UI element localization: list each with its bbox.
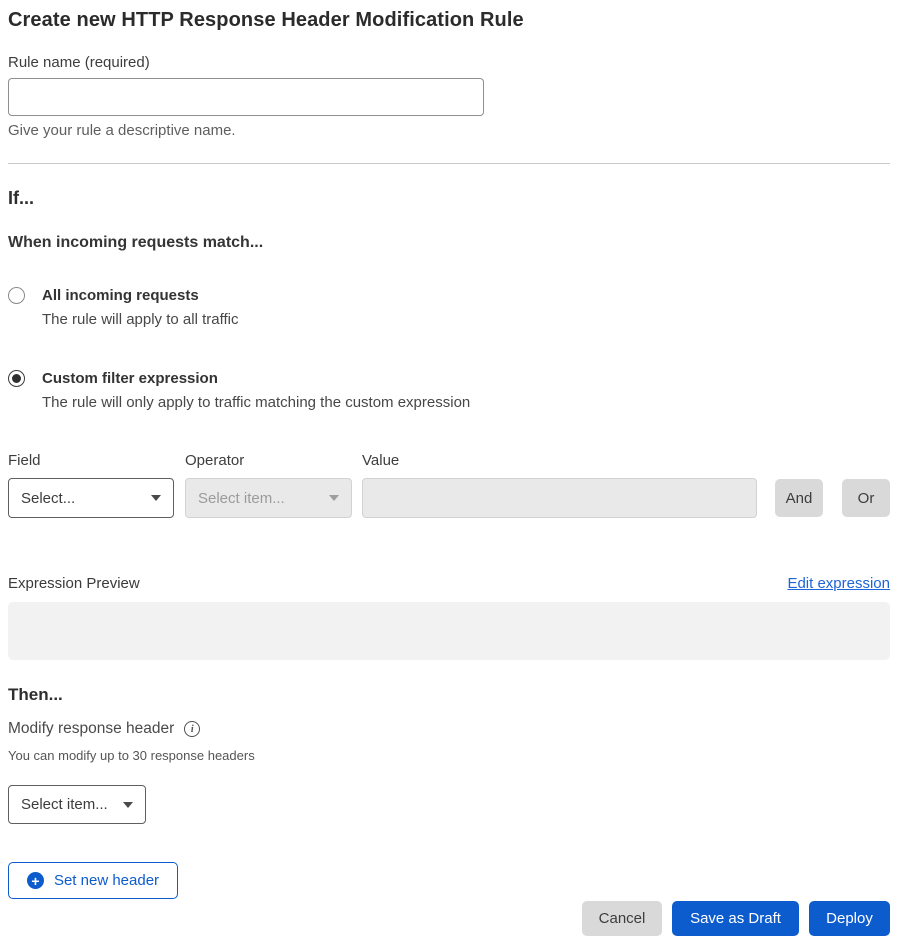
- save-as-draft-button[interactable]: Save as Draft: [672, 901, 799, 936]
- value-input: [362, 478, 757, 518]
- or-button[interactable]: Or: [842, 479, 890, 517]
- edit-expression-link[interactable]: Edit expression: [787, 575, 890, 592]
- modify-header-row: [8, 720, 890, 738]
- radio-option-custom-filter[interactable]: [8, 369, 890, 412]
- radio-label-all-incoming[interactable]: All incoming requests: [42, 287, 199, 304]
- modify-helper-text: You can modify up to 30 response headers: [8, 748, 255, 763]
- cancel-button[interactable]: Cancel: [582, 901, 662, 936]
- footer-actions: [8, 901, 890, 936]
- then-section-heading: Then...: [8, 685, 63, 704]
- and-button[interactable]: And: [775, 479, 823, 517]
- info-icon[interactable]: i: [184, 721, 200, 737]
- radio-label-custom-filter[interactable]: Custom filter expression: [42, 370, 218, 387]
- set-new-header-label: Set new header: [53, 872, 160, 889]
- field-select-value: Select...: [21, 489, 76, 507]
- expression-preview-label: Expression Preview: [8, 575, 140, 592]
- header-action-select[interactable]: [8, 785, 146, 824]
- radio-button-unselected[interactable]: [8, 287, 25, 304]
- expression-preview-header: [8, 575, 890, 593]
- expression-preview-box: [8, 602, 890, 660]
- operator-select-value: Select item...: [198, 489, 285, 507]
- filter-expression-row: [8, 452, 890, 518]
- deploy-button[interactable]: Deploy: [809, 901, 890, 936]
- operator-select: [185, 478, 352, 518]
- value-label: Value: [362, 452, 400, 469]
- if-section-heading: If...: [8, 188, 34, 208]
- radio-option-all-incoming[interactable]: [8, 286, 890, 329]
- radio-button-selected[interactable]: [8, 370, 25, 387]
- plus-circle-icon: +: [27, 872, 44, 889]
- field-label: Field: [8, 452, 41, 469]
- rule-name-helper: Give your rule a descriptive name.: [8, 122, 236, 139]
- modify-response-header-label: Modify response header: [8, 720, 175, 737]
- chevron-down-icon: [329, 495, 339, 501]
- rule-name-label: Rule name (required): [8, 54, 150, 71]
- chevron-down-icon: [123, 802, 133, 808]
- radio-desc-all-incoming: The rule will apply to all traffic: [42, 311, 239, 328]
- rule-name-input[interactable]: [8, 78, 484, 116]
- radio-desc-custom-filter: The rule will only apply to traffic matching the custom expression: [42, 394, 471, 411]
- section-divider: [8, 163, 890, 164]
- chevron-down-icon: [151, 495, 161, 501]
- header-action-select-value: Select item...: [21, 796, 108, 813]
- operator-label: Operator: [185, 452, 245, 469]
- set-new-header-button[interactable]: [8, 862, 178, 899]
- match-subheading: When incoming requests match...: [8, 234, 264, 251]
- field-select[interactable]: [8, 478, 174, 518]
- page-title: Create new HTTP Response Header Modification Rule: [8, 9, 524, 31]
